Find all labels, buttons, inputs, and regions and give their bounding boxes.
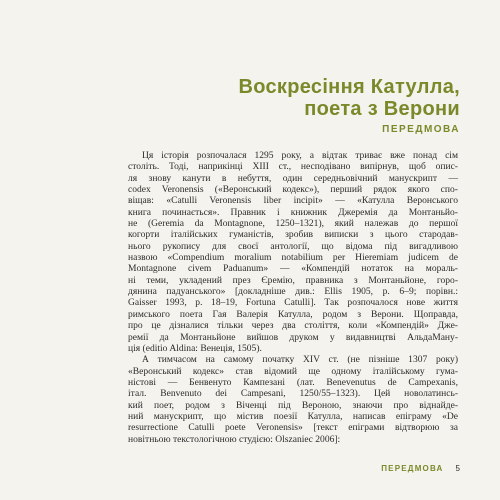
- body-line: codex Veronensis («Веронський кодекс»), перший рядок якого спо-: [128, 184, 458, 196]
- body-line: Gaisser 1993, p. 18–19, Fortuna Catulli]. Так розпочалося нове життя: [128, 297, 458, 309]
- body-line: італ. Benvenuto dei Campesani, 1250/55–1323). Цей новолатинсь-: [128, 388, 458, 400]
- body-line: ля знову канути в небуття, один середньовічний манускрипт —: [128, 172, 458, 184]
- body-line: ністові — Бенвенуто Кампезані (лат. Benevenutus de Campexanis,: [128, 376, 458, 388]
- page-footer: [300, 464, 460, 473]
- chapter-title: [150, 76, 460, 120]
- body-line: «Веронський кодекс» став відомий ще одному італійському гума-: [128, 365, 458, 377]
- running-head: ПЕРЕДМОВА: [381, 464, 444, 473]
- page-number: 5: [455, 464, 460, 473]
- body-line: нього рукопису для своєї антології, що відома під вигадливою: [128, 240, 458, 252]
- body-line: resurrectione Catulli poete Veronensis» [текст епіграми відтворюю за: [128, 422, 458, 434]
- body-line: ні теми, укладений през Єремію, правника з Монтаньйоне, горо-: [128, 274, 458, 286]
- body-line: ремії да Монтаньйоне вийшов друком у видавництві АльдаМану-: [128, 331, 458, 343]
- body-line: століть. Тоді, наприкінці XIII ст., несподівано випірнув, щоб опис-: [128, 161, 458, 173]
- section-heading: ПЕРЕДМОВА: [382, 124, 460, 135]
- body-text: [128, 150, 458, 445]
- body-line: Ця історія розпочалася 1295 року, а відтак триває вже понад сім: [142, 150, 458, 161]
- body-line: римського поета Гая Валерія Катулла, родом з Верони. Щоправда,: [128, 308, 458, 320]
- body-line: когорти італійських гуманістів, зробив виписки з цього стародав-: [128, 229, 458, 241]
- body-line: кий поет, родом з Віченці під Вероною, знаючи про віднайде-: [128, 399, 458, 411]
- body-line: назвою «Compendium moralium notabilium per Hieremiam judicem de: [128, 252, 458, 264]
- body-line: дянина падуанського» [докладніше див.: Ellis 1905, p. 6–9; порівн.:: [128, 286, 458, 298]
- body-line: А тимчасом на самому початку XIV ст. (не пізніше 1307 року): [142, 354, 458, 366]
- chapter-title-line-1: Воскресіння Катулла,: [238, 76, 460, 98]
- body-line: новітньою текстологічною студією: Olszaniec 2006]:: [128, 433, 341, 445]
- body-line: не (Geremia da Montagnone, 1250–1321), який належав до першої: [128, 218, 458, 230]
- body-line: книга починається». Правник і книжник Джеремія да Монтаньйо-: [128, 206, 458, 218]
- body-line: ний манускрипт, що містив поезії Катулла, написав епіграму «De: [128, 410, 458, 422]
- body-line: віщав: «Catulli Veronensis liber incipit» — «Катулла Веронського: [128, 195, 458, 207]
- body-line: про це дізналися тільки через два століття, коли «Компендій» Дже-: [128, 320, 458, 332]
- body-line: Montagnone civem Paduanum» — «Компендій нотаток на мораль-: [128, 263, 458, 275]
- chapter-title-line-2: поета з Верони: [304, 98, 460, 120]
- body-line: ція (editio Aldina: Венеція, 1505).: [128, 342, 262, 354]
